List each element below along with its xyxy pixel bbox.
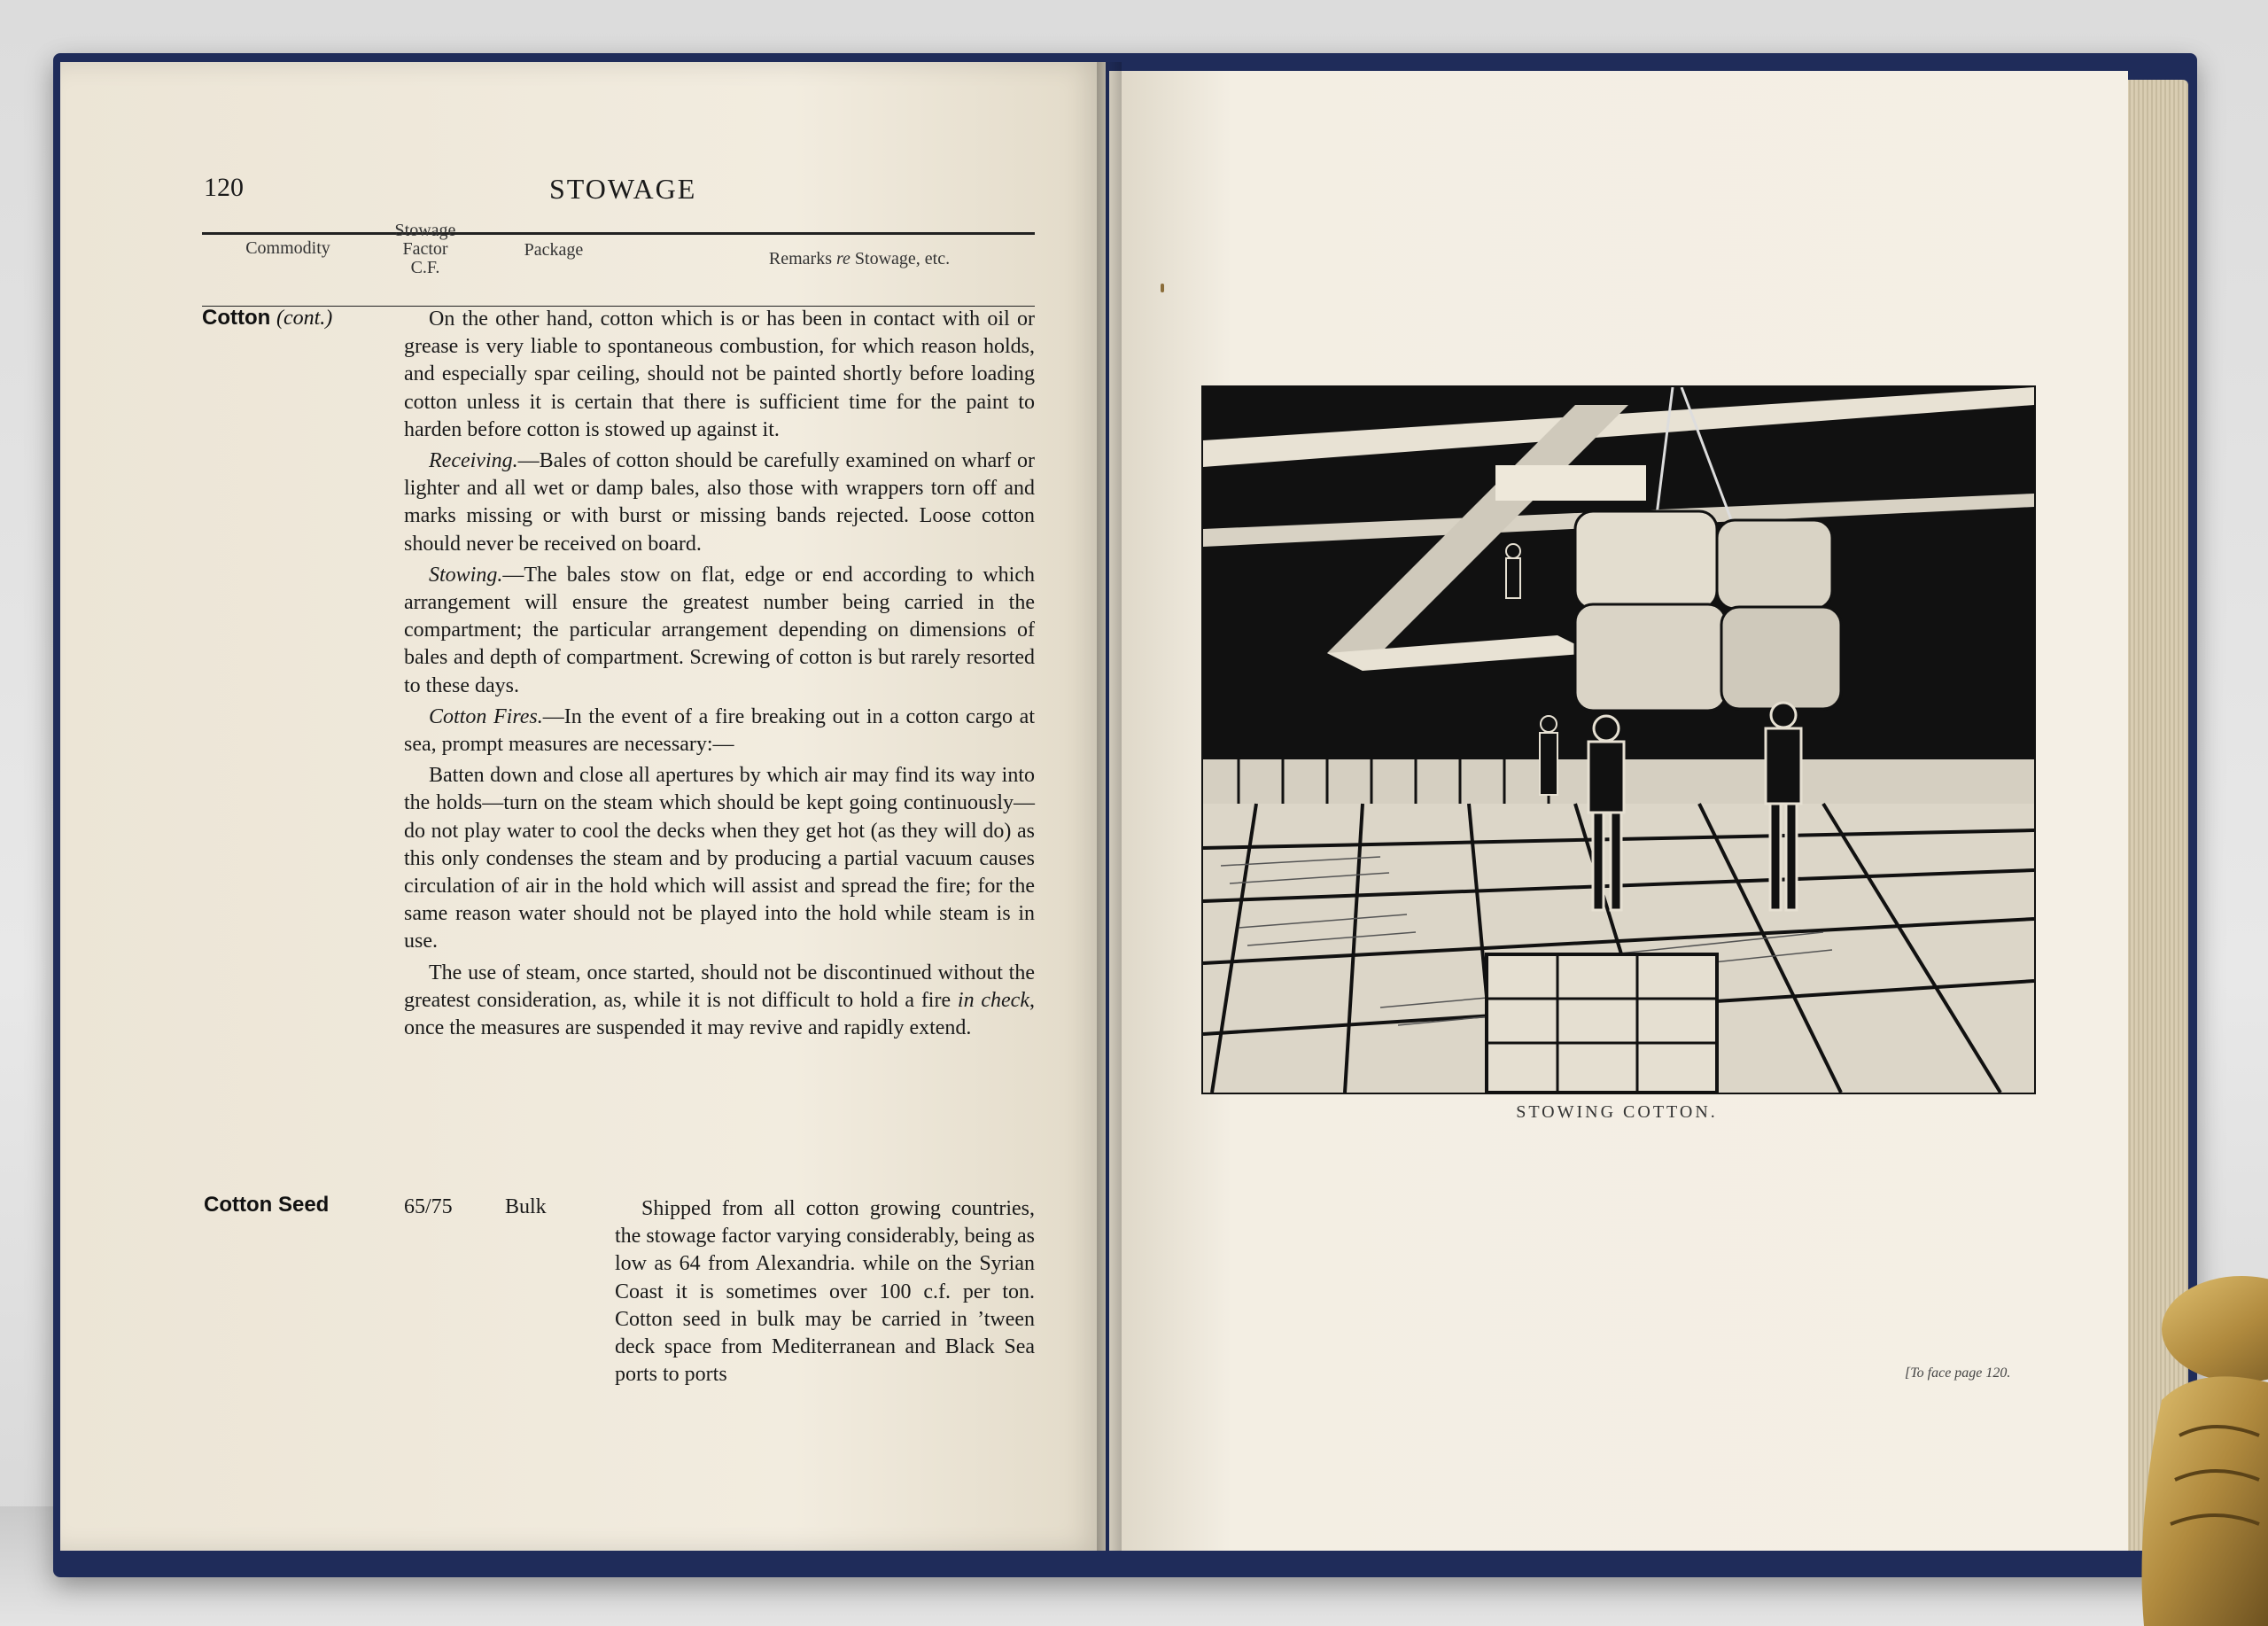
paragraph-cotton-fires: Cotton Fires.—In the event of a fire breaking out in a cotton cargo at sea, prompt measures are necessary:—	[404, 704, 1036, 757]
brass-holder	[2126, 1258, 2268, 1626]
column-header-stowage-line: Stowage	[394, 221, 456, 240]
commodity-cotton	[202, 306, 332, 331]
paragraph-use-of-steam: The use of steam, once started, should not be discontinued without the greatest consideration, as, while it is not difficult to hold a fire in check, once the measures are suspended it may revive and rapidly extend.	[404, 961, 1035, 1040]
stowage-factor-value: 65/75	[404, 1195, 453, 1218]
package-value: Bulk	[505, 1195, 547, 1218]
commodity-cotton-seed: Cotton Seed	[204, 1193, 330, 1217]
column-header-package: Package	[524, 240, 584, 260]
page-title: STOWAGE	[549, 173, 697, 205]
to-face-page-note: [To face page 120.	[1905, 1365, 2011, 1381]
column-header-remarks	[744, 250, 975, 268]
remarks-re: re	[835, 249, 850, 268]
italic-in-check: in check	[957, 988, 1029, 1012]
paragraph-batten-down: Batten down and close all apertures by which air may find its way into the holds—turn on the steam which should be kept going continuously—do not play water to cool the decks when they get hot (as they will do) as this only condenses the steam and by producing a partial vacuum causes circulation of air in the hold which will assist and spread the fire; for the same reason water should not be played into the hold while steam is in use.	[404, 764, 1035, 953]
page-number: 120	[204, 173, 244, 202]
stowing-cotton-illustration	[1201, 385, 2036, 1094]
paragraph-receiving: Receiving.—Bales of cotton should be carefully examined on wharf or lighter and all wet or damp bales, also those with wrappers torn off and marks missing or with burst or missing bands rejected. Loose cotton should never be received on board.	[404, 449, 1035, 556]
column-header-cf-line: C.F.	[410, 258, 440, 277]
book-gutter	[1097, 62, 1122, 1551]
column-header-commodity: Commodity	[245, 238, 330, 258]
lead-cotton-fires: Cotton Fires.	[429, 704, 543, 728]
cotton-remarks	[404, 306, 1035, 1046]
illustration-caption: STOWING COTTON.	[1516, 1102, 1718, 1122]
running-head	[142, 173, 1028, 208]
lead-receiving: Receiving.	[429, 449, 518, 473]
remarks-prefix: Remarks	[768, 249, 836, 268]
column-header-stowage-factor	[381, 222, 470, 277]
commodity-continued: (cont.)	[276, 307, 333, 330]
paragraph-oil-grease: On the other hand, cotton which is or has been in contact with oil or grease is very liable to spontaneous combustion, for which reason holds, and especially spar ceiling, should not be painted shortly before loading cotton unless it is certain that there is sufficient time for the paint to harden before cotton is stowed up against it.	[404, 307, 1035, 441]
remarks-suffix: Stowage, etc.	[850, 249, 951, 268]
lead-stowing: Stowing.	[429, 563, 503, 587]
commodity-name: Cotton	[202, 306, 271, 330]
ink-spot	[1161, 284, 1164, 292]
cotton-seed-remarks: Shipped from all cotton growing countries, the stowage factor varying considerably, being as low as 64 from Alexandria. while on the Syrian Coast it is sometimes over 100 c.f. per ton. Cotton seed in bulk may be carried in ’tween deck space from Mediterranean and Black Sea ports to ports	[615, 1197, 1035, 1387]
paragraph-stowing: Stowing.—The bales stow on flat, edge or end according to which arrangement will ensure the greatest number being carried in the compartment; the particular arrangement depending on dimensions of bales and depth of compartment. Screwing of cotton is but rarely resorted to these days.	[404, 563, 1035, 697]
header-rule-top	[202, 232, 1035, 235]
column-header-factor-line: Factor	[402, 239, 448, 259]
